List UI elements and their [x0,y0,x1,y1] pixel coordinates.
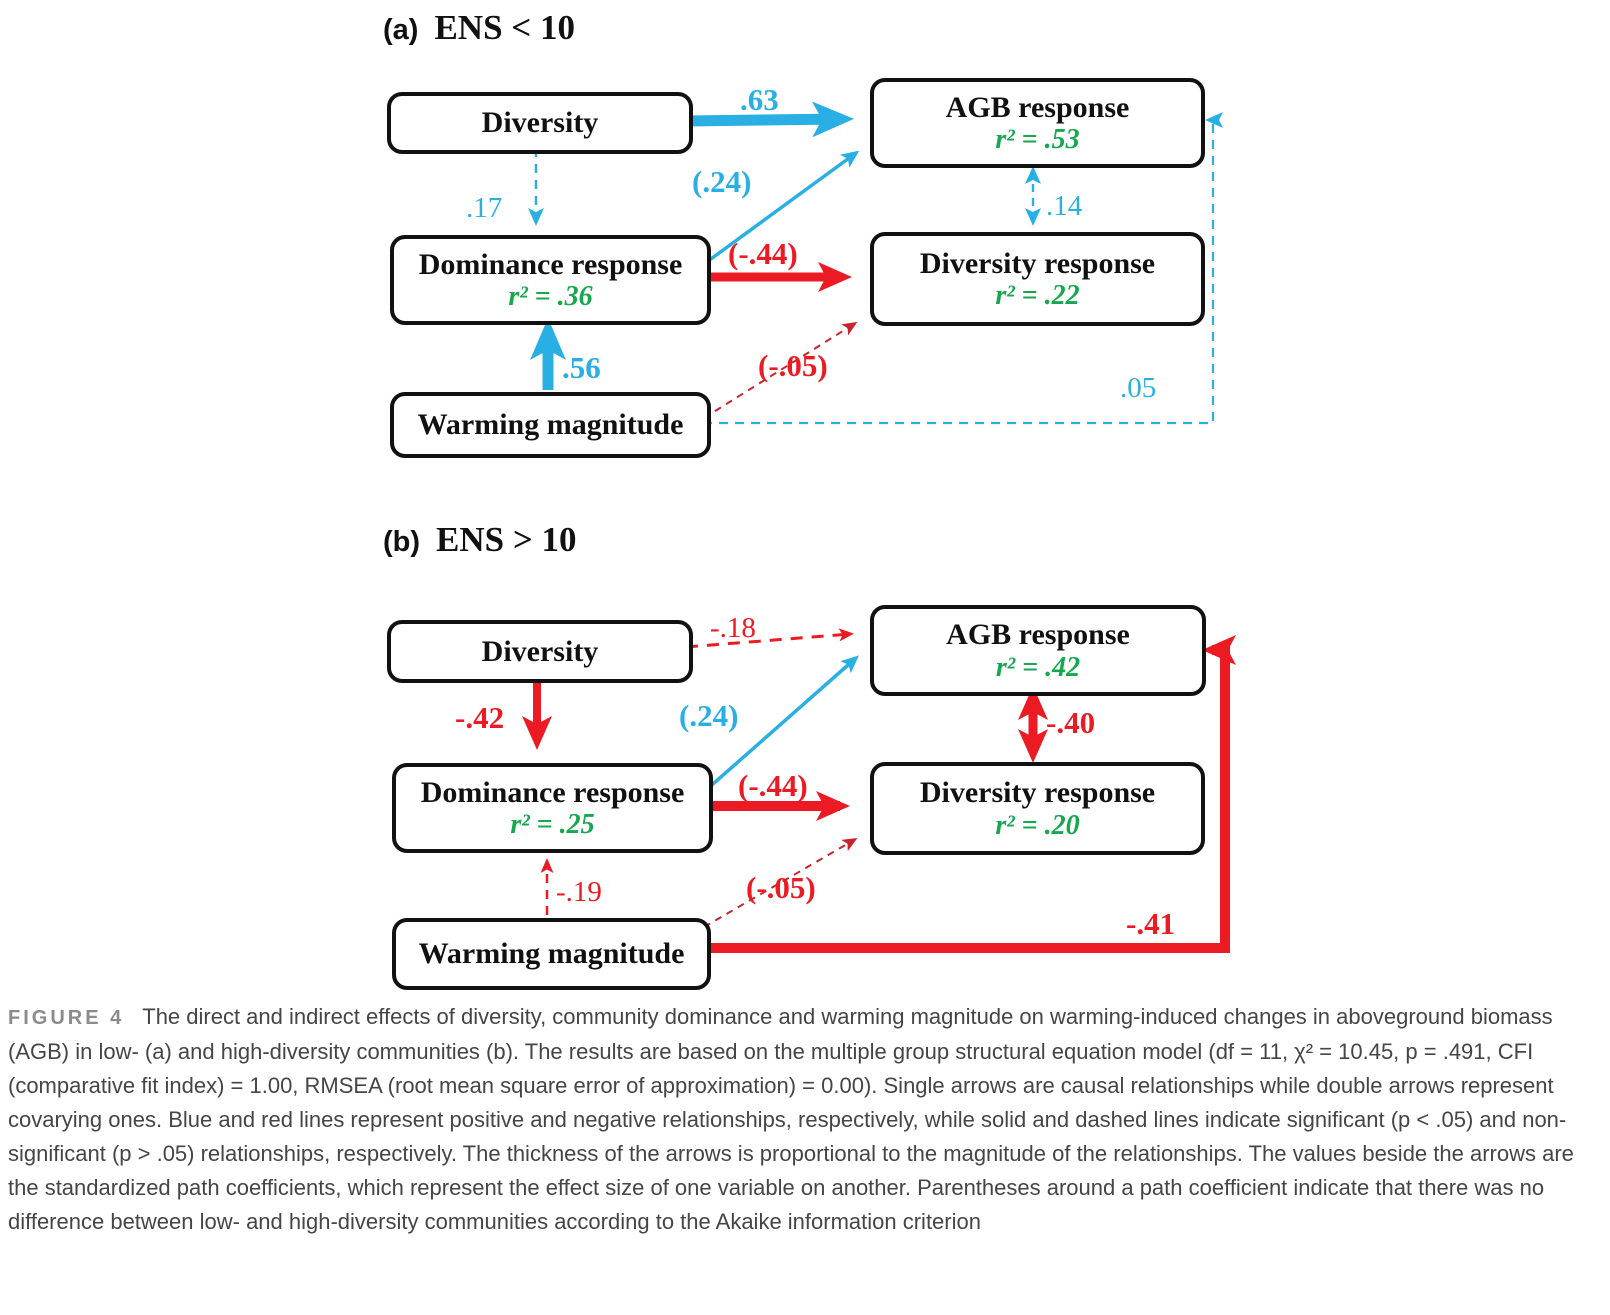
a-box-dominance-r2: r² = .36 [508,281,593,313]
b-box-dominance-label: Dominance response [420,775,685,809]
a-box-diversity-label: Diversity [481,106,599,140]
panel-a-label: (a) [383,14,419,46]
figure-caption [8,1000,1604,1239]
a-box-agb-r2: r² = .53 [995,124,1080,156]
b-box-warming-label: Warming magnitude [418,937,685,971]
a-coef-dominance-diversity-response: (-.44) [728,236,798,271]
a-box-dominance-response [390,235,711,325]
panel-b-title: ENS > 10 [436,520,577,559]
a-box-agb-label: AGB response [945,90,1130,124]
b-box-diversity-label: Diversity [481,634,599,668]
a-box-diversity-response-r2: r² = .22 [995,280,1080,312]
b-box-dominance-response [392,763,713,853]
b-coef-dominance-agb: (.24) [679,698,739,733]
b-coef-diversity-agb: -.18 [710,612,756,644]
b-box-agb-r2: r² = .42 [995,651,1081,683]
b-box-diversity [387,620,693,683]
figure-caption-text: The direct and indirect effects of diversity, community dominance and warming magnitude on warming-induced changes in aboveground biomass (AGB) in low- (a) and high-diversity communities (b). The results are based on the multiple group structural equation model (df = 11, χ² = 10.45, p = .491, CFI (comparative fit index) = 1.00, RMSEA (root mean square error of approximation) = 0.00). Single arrows are causal relationships while double arrows represent covarying ones. Blue and red lines represent positive and negative relationships, respectively, while solid and dashed lines indicate significant (p < .05) and non-significant (p > .05) relationships, respectively. The thickness of the arrows is proportional to the magnitude of the relationships. The values beside the arrows are the standardized path coefficients, which represent the effect size of one variable on another. Parentheses around a path coefficient indicate that there was no difference between low- and high-diversity communities according to the Akaike information criterion [8,1004,1574,1234]
a-box-warming-label: Warming magnitude [417,408,684,442]
b-coef-warming-agb: -.41 [1126,906,1176,941]
b-box-diversity-response-label: Diversity response [919,776,1156,810]
a-box-warming-magnitude [390,392,711,458]
a-box-dominance-label: Dominance response [418,247,683,281]
panel-a-title: ENS < 10 [434,8,575,47]
panel-b-header [383,520,577,560]
a-coef-warming-dominance: .56 [562,350,601,385]
b-box-agb-response [870,605,1206,696]
b-coef-dominance-diversity-response: (-.44) [738,768,808,803]
b-box-agb-label: AGB response [946,618,1130,652]
b-coef-covariance: -.40 [1046,705,1096,740]
b-coef-warming-diversity-response: (-.05) [746,870,816,905]
a-coef-covariance: .14 [1046,190,1083,222]
b-coef-warming-dominance: -.19 [556,876,602,908]
a-coef-warming-diversity-response: (-.05) [758,348,828,383]
b-box-dominance-r2: r² = .25 [510,809,595,841]
a-coef-warming-agb: .05 [1120,372,1157,404]
a-path-diversity-to-agb [686,119,842,121]
b-box-diversity-response-r2: r² = .20 [995,809,1080,841]
a-coef-diversity-dominance: .17 [466,192,503,224]
b-box-warming-magnitude [392,918,711,990]
panel-b-label: (b) [383,526,421,558]
b-coef-diversity-dominance: -.42 [455,700,505,735]
figure-caption-tag: FIGURE 4 [8,1007,125,1029]
a-coef-dominance-agb: (.24) [692,164,752,199]
a-box-agb-response [870,78,1205,168]
b-box-diversity-response [870,762,1205,855]
panel-a-header [383,8,575,48]
a-box-diversity-response-label: Diversity response [919,246,1156,280]
a-box-diversity-response [870,232,1205,326]
a-box-diversity [387,92,693,154]
a-coef-diversity-agb: .63 [740,82,779,117]
